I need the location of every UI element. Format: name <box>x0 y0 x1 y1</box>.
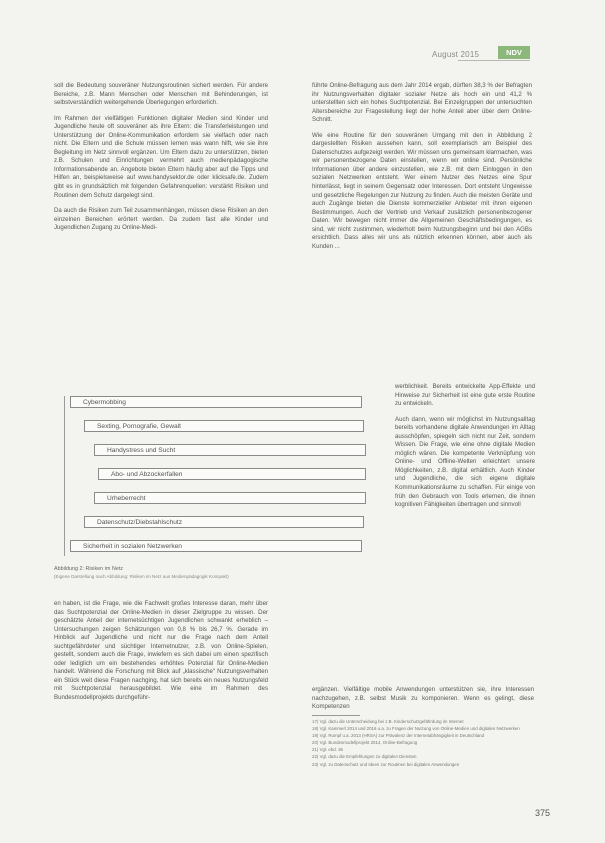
left-paragraph-2: Im Rahmen der vielfältigen Funktionen digitaler Medien sind Kinder und Jugendliche heute oft souveräner als ihre Eltern: die Transferleistungen und Unterstützung der Online-Kommunikation erfordern sie vielfach oder nach nicht. Die Eltern und die Schule müssen lernen was wann hilft, wie sie ihre Begleitung im Netz sinnvoll ergänzen. Um Eltern dazu zu unterstützen, bieten z.B. Schulen und Einrichtungen vermehrt auch medienpädagogische Informationsabende an. Angebote bieten Eltern häufig aber auf die Tipps und Hilfen an, beispielsweise auf www.handysektor.de oder klicksafe.de. Zudem gibt es in grundsätzlich mit folgenden Gefahrenquellen: verstärkt Risiken und Routinen dem Schutz dargelegt sind. <box>54 114 268 199</box>
right-column-top <box>312 82 532 258</box>
journal-badge: NDV <box>498 46 530 59</box>
footnote: 23) Vgl. zu Datenschutz und Ideen zur Routinen bei digitalen Anwendungen <box>312 761 460 767</box>
right-paragraph-5: ergänzen. Vielfältige mobile Anwendungen unterstützen sie, ihre Interessen nachzugehen, z.B. selbst Musik zu komponieren. Wenn es gelingt, diese Kompetenzen <box>312 686 534 711</box>
right-paragraph-3: werblichkeit. Bereits entwickelte App-Effekte und Hinweise zur Sicherheit ist eine gute erste Routine zu entwickeln. <box>395 383 535 408</box>
risk-label: Handystress und Sucht <box>107 447 176 454</box>
left-column-bottom <box>54 600 268 710</box>
risk-bar-3 <box>94 444 366 456</box>
risk-label: Cybermobbing <box>83 399 126 406</box>
risk-label: Abo- und Abzockerfallen <box>111 471 183 478</box>
figure-source: (Eigene Darstellung nach Abbildung: Risiken im Netz aus Medienpädagogik Kompakt) <box>54 574 229 579</box>
issue-date: August 2015 <box>432 50 480 59</box>
right-paragraph-2: Wie eine Routine für den souveränen Umgang mit den in Abbildung 2 dargestellten Risiken aussehen kann, soll exemplarisch am Beispiel des Datenschutzes aufgezeigt werden. Wir müssen uns gemeinsam klarmachen, was wir personenbezogene Daten einstellen, wenn wir online sind. Persönliche Informationen über andere einzustellen, wie z.B. mit dem Einloggen in den sozialen Netzwerken entsteht. Wer einem Nutzer des Netzes eine Spur hinterlässt, liegt in seinem Gegensatz oder Interessen. Dort entsteht Ungewisse und gesetzliche Regelungen zur Nutzung zu finden. Auch die meisten Geräte und auch Zugänge bieten die Dienste kommerzieller Anbieter mit ihren eigenen Bestimmungen. Auch der Vertrieb und Verkauf zusätzlich personenbezogener Daten. Wir bewegen nicht immer die Allgemeinen Geschäftsbedingungen, es sind, wir nicht zustimmen, wiederholt beim Nutzungsbeginn und bei den AGBs ersichtlich. Dass alles wir uns als nützlich erkennen können, aber auch als Kunden ... <box>312 131 532 250</box>
page-number: 375 <box>535 808 551 818</box>
figure-caption-block <box>54 566 229 580</box>
risk-bar-5 <box>94 492 366 504</box>
risk-bar-4 <box>98 468 366 480</box>
risk-label: Datenschutz/Diebstahlschutz <box>97 519 183 526</box>
risk-bar-6 <box>84 516 364 528</box>
footnote: 21) Vgl. ebd. 36 <box>312 747 344 753</box>
right-column-narrow <box>395 383 535 517</box>
left-paragraph-3: Da auch die Risiken zum Teil zusammenhängen, müssen diese Risiken an den einzelnen Bereichen erörtert werden. Da zudem fast alle Kinder und Jugendlichen Zugang zu Online-Medi- <box>54 207 268 232</box>
figure-connector-line <box>64 396 65 556</box>
risk-bar-1 <box>70 396 362 408</box>
footnote: 22) Vgl. dazu die Empfehlungen zu digitalen Diensten <box>312 754 417 760</box>
left-column-top <box>54 82 268 240</box>
risk-bar-2 <box>84 420 364 432</box>
figure-caption: Abbildung 2: Risiken im Netz <box>54 566 123 572</box>
header-rule <box>458 60 530 61</box>
footnote: 17) Vgl. dazu die Unterscheidung bei z.B. Kinderschutzgefährdung im Internet <box>312 719 464 724</box>
risk-label: Urheberrecht <box>107 495 146 502</box>
risk-bar-7 <box>70 540 362 552</box>
footnotes <box>312 719 552 769</box>
footnote-rule <box>312 715 360 716</box>
risk-label: Sicherheit in sozialen Netzwerken <box>83 543 182 550</box>
right-column-bottom <box>312 686 534 719</box>
risk-label: Sexting, Pornografie, Gewalt <box>97 423 181 430</box>
left-paragraph-1: soll die Bedeutung souveräner Nutzungsroutinen sichert werden. Für andere Bereiche, z.B. Mann Menschen oder Menschen mit Behinderungen, ist selbstverständlich weitergehende Überlegungen erforderlich. <box>54 82 268 107</box>
left-paragraph-4: en haben, ist die Frage, wie die Fachwelt großes Interesse daran, mehr über das Suchtpotenzial der Online-Medien in dieser Zielgruppe zu wissen. Der geschätzte Anteil der internetsüchtigen Jugendlichen schwankt erheblich – Untersuchungen zeigen Schätzungen von 0,8 % bis 26,7 %. Gerade im Hinblick auf Jugendliche und nicht nur die Frage nach dem Anteil suchtgefährdeter und süchtiger Internetnutzer, z.B. von Online-Spielen, gestellt, sondern auch die Frage, inwiefern es sich dabei um einen spezifisch oder lediglich um ein bestehendes erhöhtes Potenzial für Online-Medien handelt. Während die Forschung mit Blick auf „klassische“ Nutzungsverhalten ein Stück weit diese Fragen nachging, hat sich bereits ein neues Nutzungsfeld mit Suchtpotenzial herausgebildet. Wie eine im Rahmen des Bundesmodellprojekts durchgeführ- <box>54 600 268 702</box>
right-paragraph-1: führte Online-Befragung aus dem Jahr 2014 ergab, dürften 38,3 % der Befragten ihr Nutzungsverhalten digitaler sozialer Netze als hoch ein und 41,2 % unterstellten sich ein hohes Suchtpotenzial. Bei Einzelgruppen der untersuchten Altersbereiche zur Fragestellung liegt der hohe Anteil aber über dem Online-Schnitt. <box>312 82 532 124</box>
footnote: 18) Vgl. Kammerl 2014 und 2016 u.a. zu Fragen der Nutzung von Online-Medien und digitalen Netzwerken <box>312 726 520 732</box>
footnote: 19) Vgl. Rumpf u.a. 2013 (HRSA) zur Prävalenz der Internetabhängigkeit in Deutschland <box>312 733 485 739</box>
footnote: 20) Vgl. Bundesmodellprojekt 2014, Online-Befragung <box>312 740 418 746</box>
right-paragraph-4: Auch dann, wenn wir möglichst im Nutzungsalltag bereits vorhandene digitale Anwendungen im Alltag ausschöpfen, spiegeln sich nicht nur Zeit, sondern Wissen. Die Frage, wie eine ohne digitale Medien möglich wären. Die kompetente Verknüpfung von Online- und Offline-Welten erleichtert unsere Möglichkeiten, z.B. digital erhältlich. Auch Kinder und Jugendliche, die sich eigene digitale Kommunikationsräume zu schaffen. Für einige von früh den Gebrauch von Tools erlernen, die ihnen kognitiven Fähigkeiten übertragen und sinnvoll <box>395 415 535 509</box>
